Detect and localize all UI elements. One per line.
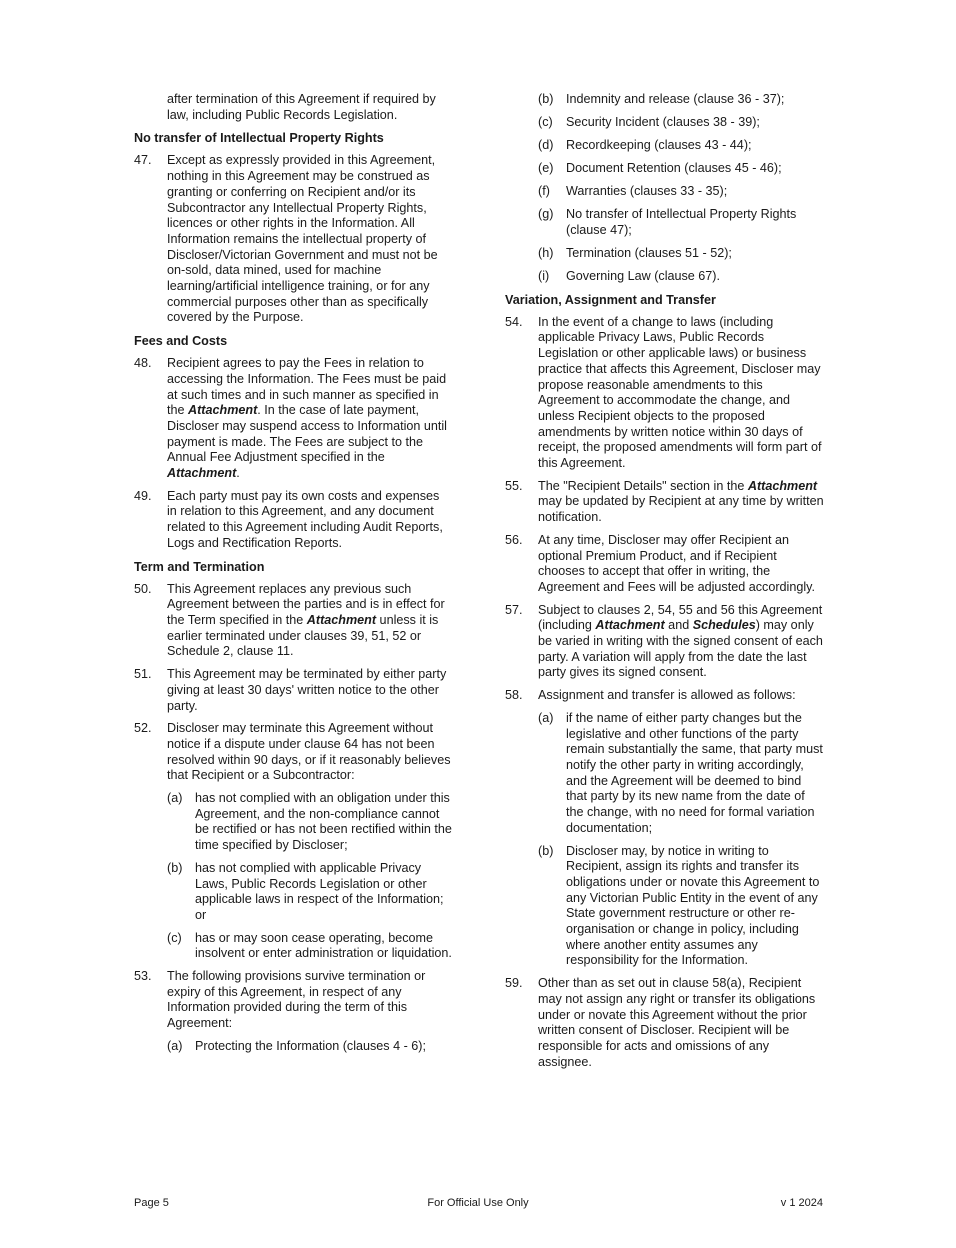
footer-page-number: Page 5 bbox=[134, 1197, 169, 1209]
clause-text: This Agreement replaces any previous such Agreement between the parties and is in effect for the Term specified in the Attachment unless it is earlier terminated under clauses 39, 51, 52 or Schedule 2, clause 11. bbox=[167, 581, 445, 659]
clause-47 bbox=[134, 153, 452, 326]
list-item: (f) Warranties (clauses 33 - 35); bbox=[538, 184, 728, 198]
clause-49 bbox=[134, 489, 452, 552]
clause-text: In the event of a change to laws (including applicable Privacy Laws, Public Records Legislation or other applicable laws) or business practice that affects this Agreement, Discloser may propose reasonable amendments to this Agreement to accommodate the change, and unless Recipient objects to the proposed amendments by written notice within 30 days of receipt, the proposed amendments will form part of this Agreement. bbox=[538, 314, 822, 471]
list-item: (d) Recordkeeping (clauses 43 - 44); bbox=[538, 138, 752, 152]
clause-number: 59. bbox=[505, 976, 523, 991]
list-item: (i) Governing Law (clause 67). bbox=[538, 268, 721, 283]
clause-55 bbox=[505, 479, 825, 526]
continued-text: after termination of this Agreement if required by law, including Public Records Legislation. bbox=[167, 92, 436, 122]
sub-clause: (b) has not complied with applicable Privacy Laws, Public Records Legislation or other applicable laws in respect of the Information; or bbox=[167, 860, 444, 922]
sub-clause: (a) if the name of either party changes but the legislative and other functions of the party remain substantially the same, that party must notify the other party in writing accordingly, and the Agreement will be deemed to bind that party by its new name from the date of the change, with no need for formal variation documentation; bbox=[538, 710, 823, 835]
clause-54 bbox=[505, 315, 825, 472]
sub-clause: (a) Protecting the Information (clauses 4 - 6); bbox=[167, 1038, 426, 1053]
clause-number: 56. bbox=[505, 532, 523, 547]
clause-text: The following provisions survive termination or expiry of this Agreement, in respect of any Information provided during the term of this Agreement: bbox=[167, 969, 426, 1031]
clause-number: 48. bbox=[134, 356, 152, 371]
heading-term-termination: Term and Termination bbox=[134, 559, 265, 574]
list-item: (c) Security Incident (clauses 38 - 39); bbox=[538, 115, 760, 129]
list-item: (b) Indemnity and release (clause 36 - 37); bbox=[538, 92, 785, 106]
clause-number: 51. bbox=[134, 667, 152, 682]
clause-text: Each party must pay its own costs and expenses in relation to this Agreement, and any document related to this Agreement including Audit Reports, Logs and Rectification Reports. bbox=[167, 488, 443, 550]
clause-59 bbox=[505, 976, 825, 1070]
list-item: (e) Document Retention (clauses 45 - 46); bbox=[538, 161, 782, 175]
sub-clause: (b) Discloser may, by notice in writing to Recipient, assign its rights and transfer its obligations under or novate this Agreement to any Victorian Public Entity in the event of any State government restructure or other re-organisation or change in policy, including where another entity assumes any responsibility for the Information. bbox=[538, 843, 820, 968]
footer-classification: For Official Use Only bbox=[427, 1197, 529, 1209]
clause-number: 55. bbox=[505, 478, 523, 493]
right-column bbox=[505, 92, 825, 1077]
clause-text: The "Recipient Details" section in the Attachment may be updated by Recipient at any time by written notification. bbox=[538, 478, 824, 525]
surviving-provisions-list bbox=[505, 92, 825, 284]
list-item: (h) Termination (clauses 51 - 52); bbox=[538, 245, 732, 260]
clause-number: 58. bbox=[505, 688, 523, 703]
clause-number: 52. bbox=[134, 721, 152, 736]
clause-51 bbox=[134, 667, 452, 714]
clause-text: Recipient agrees to pay the Fees in relation to accessing the Information. The Fees must be paid at such times and in such manner as specified in the Attachment. In the case of late payment, Discloser may suspend access to Information until payment is made. The Fees are subject to the Annual Fee Adjustment specified in the Attachment. bbox=[167, 356, 447, 481]
clause-text: Except as expressly provided in this Agreement, nothing in this Agreement may be construed as granting or conferring on Recipient and/or its Subcontractor any Intellectual Property Rights, licences or other rights in the Information. All Information remains the intellectual property of Discloser/Victorian Government and must not be on-sold, data mined, used for machine learning/artificial intelligence training, or for any commercial purposes other than as specifically covered by the Purpose. bbox=[167, 153, 438, 325]
clause-56 bbox=[505, 533, 825, 596]
clause-number: 49. bbox=[134, 488, 152, 503]
clause-58 bbox=[505, 688, 825, 969]
left-column bbox=[134, 92, 452, 1069]
footer-version: v 1 2024 bbox=[780, 1197, 823, 1209]
clause-number: 47. bbox=[134, 153, 152, 168]
heading-variation: Variation, Assignment and Transfer bbox=[505, 292, 716, 307]
clause-53 bbox=[134, 969, 452, 1062]
clause-number: 54. bbox=[505, 314, 523, 329]
clause-number: 57. bbox=[505, 602, 523, 617]
clause-48 bbox=[134, 356, 452, 482]
clause-57 bbox=[505, 603, 825, 682]
clause-text: Assignment and transfer is allowed as follows: bbox=[538, 688, 796, 703]
clause-50 bbox=[134, 582, 452, 661]
heading-fees-costs: Fees and Costs bbox=[134, 334, 228, 349]
sub-clause: (c) has or may soon cease operating, become insolvent or enter administration or liquidation. bbox=[167, 930, 452, 961]
clause-text: This Agreement may be terminated by either party giving at least 30 days' written notice to the other party. bbox=[167, 667, 447, 713]
heading-ip-rights: No transfer of Intellectual Property Rights bbox=[134, 131, 384, 146]
clause-text: Discloser may terminate this Agreement without notice if a dispute under clause 64 has not been resolved within 90 days, or if it reasonably believes that Recipient or a Subcontractor: bbox=[167, 721, 451, 783]
list-item: (g) No transfer of Intellectual Property Rights (clause 47); bbox=[538, 207, 797, 237]
clause-text: Subject to clauses 2, 54, 55 and 56 this Agreement (including Attachment and Schedules) may only be varied in writing with the signed consent of each party. A variation will apply from the date the last party gives its signed consent. bbox=[538, 602, 823, 680]
clause-52 bbox=[134, 721, 452, 962]
clause-text: At any time, Discloser may offer Recipient an optional Premium Product, and if Recipient chooses to accept that offer in writing, the Agreement and Fees will be adjusted accordingly. bbox=[538, 532, 815, 594]
clause-text: Other than as set out in clause 58(a), Recipient may not assign any right or transfer its obligations under or novate this Agreement without the prior written consent of Discloser. Recipient will be responsible for acts and omissions of any assignee. bbox=[538, 976, 816, 1069]
sub-clause: (a) has not complied with an obligation under this Agreement, and the non-compliance cannot be rectified or has not been rectified within the time specified by Discloser; bbox=[167, 791, 452, 853]
clause-number: 50. bbox=[134, 581, 152, 596]
clause-number: 53. bbox=[134, 969, 152, 984]
